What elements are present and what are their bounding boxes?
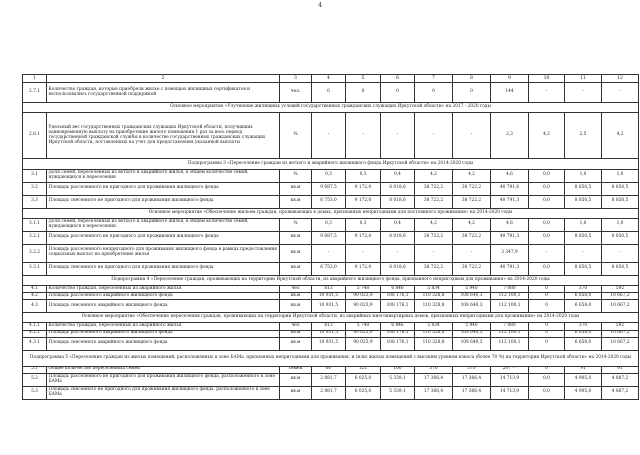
value-cell: 0 (529, 366, 565, 373)
value-cell: 38 722,2 (453, 231, 491, 244)
indicator-name: Количество граждан, переселенных из аварийного жилья (47, 285, 280, 292)
unit-cell: кв.м (280, 262, 312, 275)
value-cell: 112 100,1 (491, 330, 529, 337)
value-cell: 4 887,2 (602, 373, 639, 386)
value-cell: 0,0 (529, 195, 565, 208)
value-cell: 8 018,6 (381, 195, 415, 208)
value-cell: 6 753,0 (312, 195, 346, 208)
value-cell: 0 (529, 330, 565, 337)
value-cell: 1,0 (565, 218, 602, 231)
value-cell: 4,2 (529, 113, 565, 159)
value-cell: 0,0 (529, 169, 565, 182)
value-cell: 0,0 (529, 231, 565, 244)
value-cell: 14 713,9 (491, 386, 529, 399)
section-heading: Подпрограмма 5 «Переселение граждан из жилых помещений, расположенных в зоне БАМа, признанных непригодными для проживания, и (или) жилых помещений с высоким уровнем износа (более 70 %) на территории Иркутской области» на 2014-2020 годы (23, 350, 639, 366)
value-cell: 5 339,1 (381, 373, 415, 386)
indicator-name: Площадь расселенного не пригодного для проживания жилищного фонда (47, 182, 280, 195)
value-cell: 8 850,5 (565, 262, 602, 275)
value-cell: 91 (602, 366, 639, 373)
value-cell: 813 (312, 323, 346, 330)
value-cell: 6 846 (381, 323, 415, 330)
value-cell: - (415, 244, 453, 262)
value-cell: 108 176,1 (381, 330, 415, 337)
unit-cell: чел (280, 285, 312, 292)
indicator-name: Доля семей, переселенных из ветхого и аварийного жилья, в общем количестве семей, нуждающихся в переселении (47, 218, 280, 231)
value-cell: 110 328,8 (415, 293, 453, 300)
value-cell: 0,3 (346, 169, 381, 182)
value-cell: 813 (312, 285, 346, 292)
indicator-name: Площадь расселенного аварийного жилищного фонда (47, 293, 280, 300)
value-cell: 40 791,3 (491, 195, 529, 208)
row-number: 4.3 (23, 300, 47, 313)
value-cell: 1,0 (602, 169, 639, 182)
section-heading-row (23, 103, 639, 113)
value-cell: 6 658,0 (565, 300, 602, 313)
value-cell: 108 640,3 (453, 337, 491, 350)
value-cell: 4,6 (491, 218, 529, 231)
value-cell: 8 850,5 (602, 262, 639, 275)
table-row (23, 293, 639, 300)
column-number: 3 (280, 75, 312, 83)
page-number: 4 (318, 2, 322, 9)
indicator-name: Площадь снесенного не пригодного для проживания жилищного фонда (47, 195, 280, 208)
value-cell: 7 080 (491, 323, 529, 330)
value-cell: 4,2 (415, 218, 453, 231)
value-cell: 8 850,5 (565, 195, 602, 208)
value-cell: 3 347,9 (491, 244, 529, 262)
column-number: 1 (23, 75, 47, 83)
value-cell: 4 905,0 (565, 373, 602, 386)
row-number: 3.3 (23, 195, 47, 208)
value-cell: - (381, 113, 415, 159)
unit-cell: % (280, 218, 312, 231)
value-cell: 121 (346, 366, 381, 373)
value-cell: 14 713,9 (491, 373, 529, 386)
row-number: 5.3 (23, 386, 47, 399)
value-cell: 17 366,4 (415, 373, 453, 386)
value-cell: 0 (312, 83, 346, 103)
indicator-name: Количество граждан, которые приобрели жилье с помощью жилищных сертификатов и воспользовались государственной поддержкой (47, 83, 280, 103)
value-cell: - (312, 244, 346, 262)
unit-cell: чел (280, 323, 312, 330)
value-cell: 8 018,6 (381, 231, 415, 244)
value-cell: 90 023,9 (346, 300, 381, 313)
table-row (23, 113, 639, 159)
table-row (23, 218, 639, 231)
value-cell: 0,0 (529, 386, 565, 399)
value-cell: 0 (453, 83, 491, 103)
value-cell: 0,0 (529, 218, 565, 231)
section-heading-row (23, 208, 639, 218)
table-row (23, 300, 639, 313)
indicators-table (22, 74, 639, 400)
column-number: 12 (602, 75, 639, 83)
indicator-name: Площадь снесенного не пригодного для проживания жилищного фонда (47, 262, 280, 275)
value-cell: 91 (565, 366, 602, 373)
value-cell: 38 722,2 (453, 262, 491, 275)
unit-cell: кв.м (280, 373, 312, 386)
row-number: 4.1 (23, 285, 47, 292)
unit-cell: кв.м (280, 386, 312, 399)
value-cell: 592 (602, 323, 639, 330)
indicator-name: Площадь снесенного аварийного жилищного фонда (47, 337, 280, 350)
value-cell: - (565, 83, 602, 103)
unit-cell: чел. (280, 83, 312, 103)
row-number: 3.1.1 (23, 218, 47, 231)
value-cell: - (415, 113, 453, 159)
value-cell: 8 850,5 (565, 182, 602, 195)
unit-cell: кв.м (280, 337, 312, 350)
value-cell: 4,2 (453, 169, 491, 182)
row-number: 4.1.1 (23, 323, 47, 330)
table-row (23, 182, 639, 195)
section-heading-row (23, 159, 639, 169)
section-heading-row (23, 313, 639, 323)
value-cell: 4,2 (602, 113, 639, 159)
value-cell: 108 640,3 (453, 300, 491, 313)
table-row (23, 285, 639, 292)
column-number: 5 (346, 75, 381, 83)
section-heading-row (23, 275, 639, 285)
value-cell: 108 176,1 (381, 293, 415, 300)
table-row (23, 337, 639, 350)
indicator-name: Удельный вес государственных гражданских служащих Иркутской области, получивших единовременную выплату на приобретение жилого помещения 1 раз за весь период государственной гражданской службы в количестве государственных гражданских служащих Иркутской области, поставленных на учет для предоставления указанной выплаты (47, 113, 280, 159)
unit-cell: кв.м (280, 244, 312, 262)
value-cell: 4,2 (415, 169, 453, 182)
value-cell: 10 667,2 (602, 330, 639, 337)
row-number: 4.2.1 (23, 330, 47, 337)
value-cell: 287 ** (491, 366, 529, 373)
value-cell: 108 640,3 (453, 330, 491, 337)
value-cell: 0,3 (346, 218, 381, 231)
value-cell: 9 687,5 (312, 231, 346, 244)
value-cell: 592 (602, 285, 639, 292)
value-cell: 0,4 (381, 218, 415, 231)
value-cell: 40 791,3 (491, 262, 529, 275)
row-number: 4.2 (23, 293, 47, 300)
value-cell: 8 018,6 (381, 262, 415, 275)
value-cell: 8 018,6 (381, 182, 415, 195)
table-row (23, 169, 639, 182)
value-cell: 0 (346, 83, 381, 103)
indicator-name: Площадь расселенного аварийного жилищного фонда (47, 330, 280, 337)
table-row (23, 323, 639, 330)
row-number: 3.1 (23, 169, 47, 182)
value-cell: 0 (529, 285, 565, 292)
value-cell: - (453, 113, 491, 159)
section-heading: Подпрограмма 3 «Переселение граждан из ветхого и аварийного жилищного фонда Иркутской области» на 2014-2020 годы (23, 159, 639, 169)
value-cell: 5 940 (453, 285, 491, 292)
column-number: 9 (491, 75, 529, 83)
value-cell: 100 (381, 366, 415, 373)
value-cell: 6 753,0 (312, 262, 346, 275)
table-row (23, 366, 639, 373)
unit-cell: % (280, 169, 312, 182)
table-row (23, 386, 639, 399)
value-cell: 17 366,4 (453, 373, 491, 386)
section-heading: Подпрограмма 4 «Переселение граждан, проживающих на территории Иркутской области, из аварийного жилищного фонда, признанного непригодным для проживания» на 2014-2020 годы (23, 275, 639, 285)
value-cell: 9 172,0 (346, 182, 381, 195)
unit-cell: кв.м (280, 182, 312, 195)
value-cell: 10 931,5 (312, 337, 346, 350)
value-cell: 8 850,5 (602, 182, 639, 195)
table-row (23, 262, 639, 275)
value-cell: 0,4 (381, 169, 415, 182)
value-cell: - (453, 244, 491, 262)
table-row (23, 373, 639, 386)
indicator-name: Площадь расселенного не пригодного для проживания жилищного фонда (47, 231, 280, 244)
section-heading-row (23, 350, 639, 366)
table-row (23, 195, 639, 208)
value-cell: 6 025,0 (346, 386, 381, 399)
value-cell: 0,0 (529, 373, 565, 386)
value-cell: 4,2 (453, 218, 491, 231)
value-cell: - (346, 113, 381, 159)
row-number: 2.8.1 (23, 113, 47, 159)
unit-cell: кв.м (280, 293, 312, 300)
row-number: 2.7.1 (23, 83, 47, 103)
value-cell: 112 100,1 (491, 300, 529, 313)
value-cell: 10 667,2 (602, 300, 639, 313)
value-cell: 144 (491, 83, 529, 103)
row-number: 3.2.2 (23, 244, 47, 262)
value-cell: 8 850,5 (602, 231, 639, 244)
value-cell: 0,0 (529, 262, 565, 275)
value-cell: 10 667,2 (602, 293, 639, 300)
indicator-name: Площадь расселенного непригодного для проживания жилищного фонда в рамках предоставления социальных выплат на приобретение жилья (47, 244, 280, 262)
value-cell: 38 722,2 (415, 262, 453, 275)
value-cell: 38 722,2 (415, 182, 453, 195)
column-number: 10 (529, 75, 565, 83)
section-heading: Основное мероприятие «Улучшение жилищных условий государственных гражданских служащих Иркутской области» на 2017 - 2020 годы (23, 103, 639, 113)
unit-cell: % (280, 113, 312, 159)
row-number: 3.3.1 (23, 262, 47, 275)
value-cell: 370 (565, 285, 602, 292)
row-number: 5.2 (23, 373, 47, 386)
value-cell: 108 176,1 (381, 300, 415, 313)
value-cell: 4,6 (491, 169, 529, 182)
row-number: 4.3.1 (23, 337, 47, 350)
value-cell: 370 (565, 323, 602, 330)
value-cell: 0 (529, 293, 565, 300)
column-number: 7 (415, 75, 453, 83)
value-cell: 2 881,7 (312, 373, 346, 386)
value-cell: 90 023,9 (346, 337, 381, 350)
value-cell: 17 366,4 (415, 386, 453, 399)
column-number: 2 (47, 75, 280, 83)
unit-cell: кв.м (280, 300, 312, 313)
value-cell: 110 328,8 (415, 300, 453, 313)
value-cell: 0 (529, 337, 565, 350)
unit-cell: кв.м (280, 195, 312, 208)
unit-cell: кв.м (280, 231, 312, 244)
value-cell: 112 100,1 (491, 337, 529, 350)
value-cell: 4 887,2 (602, 386, 639, 399)
column-number-row (23, 75, 639, 83)
indicator-name: Количество граждан, переселенных из аварийного жилья (47, 323, 280, 330)
value-cell: 108 640,3 (453, 293, 491, 300)
value-cell: 0 (529, 300, 565, 313)
column-number: 4 (312, 75, 346, 83)
column-number: 8 (453, 75, 491, 83)
value-cell: 5 748 (346, 285, 381, 292)
table-row (23, 231, 639, 244)
value-cell: 8 850,5 (565, 231, 602, 244)
value-cell: - (602, 244, 639, 262)
section-heading: Основное мероприятие «Обеспечение жильем граждан, проживающих в домах, признанных непригодными для постоянного проживания» на 2014-2020 годы (23, 208, 639, 218)
value-cell: 8 850,5 (602, 195, 639, 208)
value-cell: 108 176,1 (381, 337, 415, 350)
value-cell: 0,0 (529, 182, 565, 195)
value-cell: 10 931,5 (312, 293, 346, 300)
value-cell: 370 (415, 366, 453, 373)
value-cell: - (312, 113, 346, 159)
value-cell: 38 722,2 (415, 231, 453, 244)
value-cell: 5 834 (415, 323, 453, 330)
indicator-name: Площадь снесенного аварийного жилищного фонда (47, 300, 280, 313)
indicator-name: Доля семей, переселенных из ветхого и аварийного жилья, в общем количестве семей, нуждающихся в переселении (47, 169, 280, 182)
value-cell: 0 (415, 83, 453, 103)
value-cell: 4 905,0 (565, 386, 602, 399)
unit-cell: кв.м (280, 330, 312, 337)
indicator-name: Площадь расселенного не пригодного для проживания жилищного фонда, расположенного в зоне БАМа (47, 373, 280, 386)
indicator-name: Площадь снесенного не пригодного для проживания жилищного фонда, расположенного в зоне БАМа (47, 386, 280, 399)
value-cell: 60 (312, 366, 346, 373)
value-cell: 1,0 (565, 169, 602, 182)
value-cell: 9 172,0 (346, 231, 381, 244)
value-cell: 6 658,0 (565, 293, 602, 300)
value-cell: - (529, 83, 565, 103)
row-number: 3.2 (23, 182, 47, 195)
value-cell: 6 658,0 (565, 337, 602, 350)
value-cell: 38 722,2 (453, 195, 491, 208)
value-cell: 370 (453, 366, 491, 373)
value-cell: 90 023,9 (346, 293, 381, 300)
column-number: 11 (565, 75, 602, 83)
value-cell: 0 (529, 323, 565, 330)
table-row (23, 83, 639, 103)
table-row (23, 330, 639, 337)
column-number: 6 (381, 75, 415, 83)
value-cell: - (602, 83, 639, 103)
section-heading: Основное мероприятие «Обеспечение переселения граждан, проживающих на территории Иркутской области, из аварийных многоквартирных домов, признанных непригодными для проживания» на 2014-2020 годы (23, 313, 639, 323)
value-cell: 40 791,6 (491, 182, 529, 195)
value-cell: 6 658,0 (565, 330, 602, 337)
row-number: 3.2.1 (23, 231, 47, 244)
value-cell: 5 339,1 (381, 386, 415, 399)
value-cell: 40 791,3 (491, 231, 529, 244)
value-cell: 10 931,5 (312, 300, 346, 313)
value-cell: - (381, 244, 415, 262)
value-cell: 2,3 (491, 113, 529, 159)
value-cell: 112 100,1 (491, 293, 529, 300)
value-cell: 9 172,0 (346, 195, 381, 208)
table-row (23, 244, 639, 262)
value-cell: 0,3 (312, 218, 346, 231)
value-cell: 38 722,2 (453, 182, 491, 195)
value-cell: 5 940 (453, 323, 491, 330)
value-cell: 5 834 (415, 285, 453, 292)
value-cell: 2,5 (565, 113, 602, 159)
value-cell: - (529, 244, 565, 262)
value-cell: 110 328,8 (415, 337, 453, 350)
value-cell: 1,0 (602, 218, 639, 231)
value-cell: 0 (381, 83, 415, 103)
value-cell: 10 931,5 (312, 330, 346, 337)
value-cell: 17 366,4 (453, 386, 491, 399)
value-cell: 38 722,2 (415, 195, 453, 208)
value-cell: 6 025,0 (346, 373, 381, 386)
value-cell: 90 023,9 (346, 330, 381, 337)
row-number: 5.1 (23, 366, 47, 373)
value-cell: - (346, 244, 381, 262)
value-cell: 9 687,5 (312, 182, 346, 195)
value-cell: 5 748 (346, 323, 381, 330)
indicator-name: Общее количество переселенных семей (47, 366, 280, 373)
value-cell: 10 667,2 (602, 337, 639, 350)
value-cell: - (565, 244, 602, 262)
value-cell: 0,3 (312, 169, 346, 182)
value-cell: 7 080 (491, 285, 529, 292)
value-cell: 2 881,7 (312, 386, 346, 399)
value-cell: 110 328,8 (415, 330, 453, 337)
unit-cell: семей (280, 366, 312, 373)
value-cell: 9 172,0 (346, 262, 381, 275)
value-cell: 6 846 (381, 285, 415, 292)
